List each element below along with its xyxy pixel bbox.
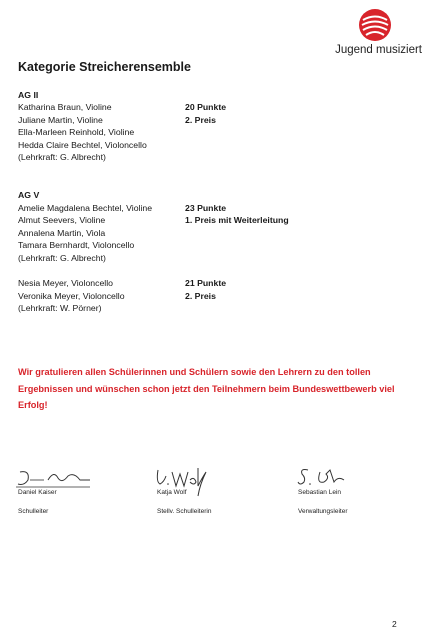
member-line: Almut Seevers, Violine xyxy=(18,215,106,226)
points-result: 20 Punkte xyxy=(185,102,227,112)
signatory-name: Sebastian Lein xyxy=(298,489,342,496)
member-line: Amelie Magdalena Bechtel, Violine xyxy=(18,202,153,213)
member-line: Nesia Meyer, Violoncello xyxy=(18,278,113,288)
member-line: Tamara Bernhardt, Violoncello xyxy=(18,240,135,251)
signature-kaiser xyxy=(14,466,94,490)
logo-mark-icon xyxy=(358,8,392,42)
logo-text: Jugend musiziert xyxy=(335,44,422,56)
teacher-line: (Lehrkraft: G. Albrecht) xyxy=(18,252,106,263)
teacher-line: (Lehrkraft: W. Pörner) xyxy=(18,303,102,314)
group-label: AG V xyxy=(18,190,40,200)
group-label: AG II xyxy=(18,90,39,100)
signature-lein xyxy=(296,466,352,490)
member-line: Annalena Martin, Viola xyxy=(18,227,106,238)
prize-result: 1. Preis mit Weiterleitung xyxy=(185,215,289,226)
congratulations-text: Wir gratulieren allen Schülerinnen und Schülern sowie den Lehrern zu den tollen Ergebnissen und wünschen schon jetzt den Teilnehmern beim Bundeswettbewerb viel Erfolg! xyxy=(18,367,395,410)
points-result: 23 Punkte xyxy=(185,202,227,213)
signatory-role: Stellv. Schulleiterin xyxy=(157,508,212,515)
member-line: Hedda Claire Bechtel, Violoncello xyxy=(18,139,147,150)
points-result: 21 Punkte xyxy=(185,278,227,288)
page-number: 2 xyxy=(392,619,397,629)
member-line: Ella-Marleen Reinhold, Violine xyxy=(18,127,135,138)
jugend-musiziert-logo xyxy=(332,8,422,60)
teacher-line: (Lehrkraft: G. Albrecht) xyxy=(18,152,106,163)
member-line: Veronika Meyer, Violoncello xyxy=(18,290,125,301)
signatory-name: Katja Wolf xyxy=(157,489,187,496)
prize-result: 2. Preis xyxy=(185,114,216,125)
signatory-name: Daniel Kaiser xyxy=(18,489,57,496)
member-line: Katharina Braun, Violine xyxy=(18,102,112,112)
page-heading: Kategorie Streicherensemble xyxy=(18,60,191,74)
signatory-role: Verwaltungsleiter xyxy=(298,508,348,515)
member-line: Juliane Martin, Violine xyxy=(18,114,103,125)
prize-result: 2. Preis xyxy=(185,290,216,301)
signatory-role: Schulleiter xyxy=(18,508,49,515)
